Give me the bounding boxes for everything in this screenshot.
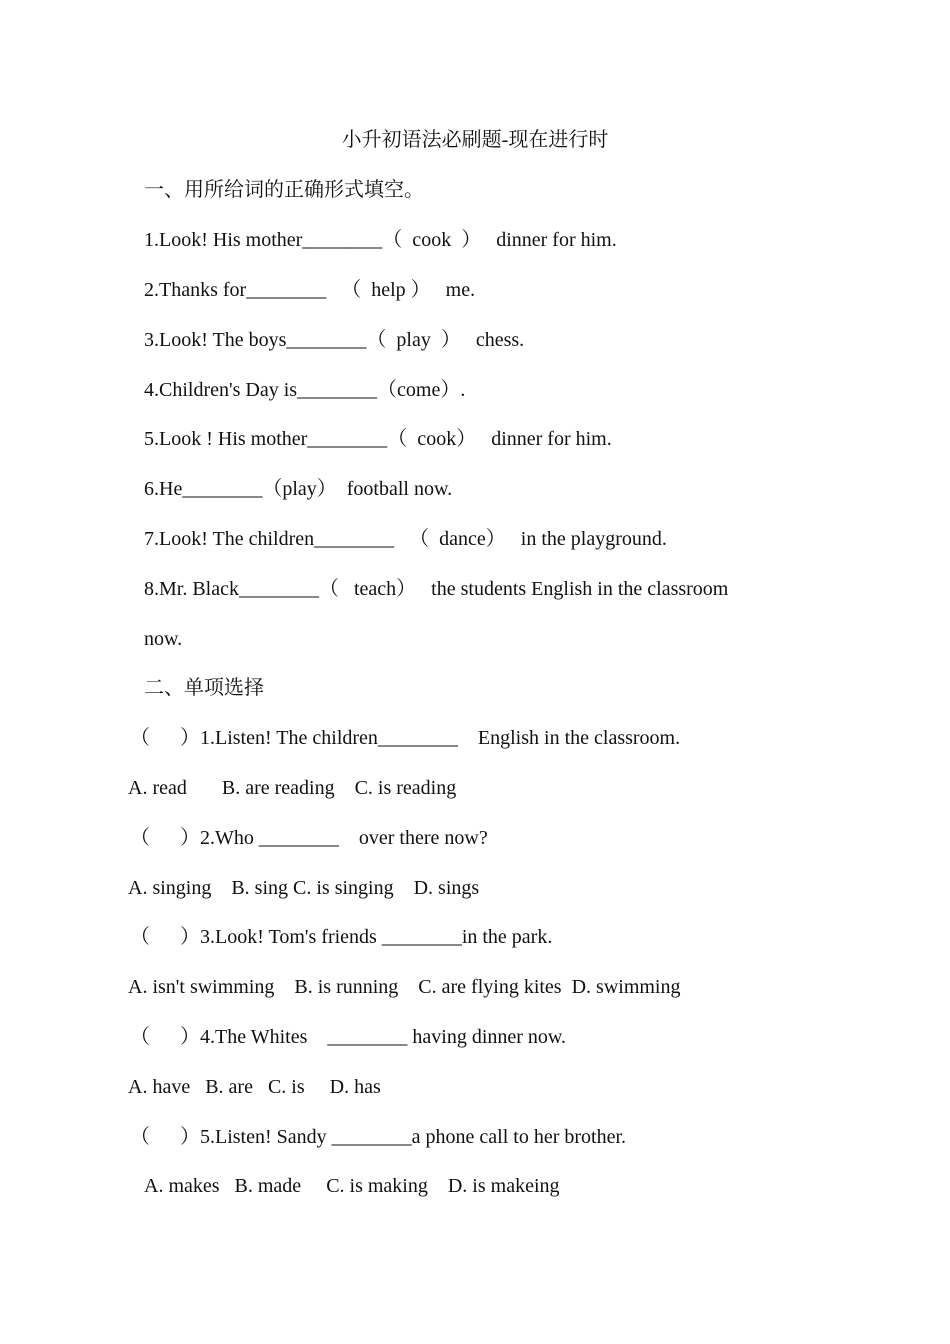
choice-options-3: A. isn't swimming B. is running C. are flying kites D. swimming <box>128 976 681 998</box>
choice-question-5: （ ）5.Listen! Sandy ________a phone call to her brother. <box>130 1126 627 1148</box>
choice-question-1: （ ）1.Listen! The children________ English in the classroom. <box>130 727 681 749</box>
fill-blank-item-8: 8.Mr. Black________（ teach） the students English in the classroom <box>144 578 729 600</box>
section1-heading: 一、用所给词的正确形式填空。 <box>144 179 424 201</box>
section2-heading: 二、单项选择 <box>144 677 264 699</box>
fill-blank-item-6: 6.He________（play） football now. <box>144 478 453 500</box>
choice-options-4: A. have B. are C. is D. has <box>128 1076 381 1098</box>
choice-options-1: A. read B. are reading C. is reading <box>128 777 457 799</box>
fill-blank-item-1: 1.Look! His mother________（ cook ） dinner for him. <box>144 229 617 251</box>
fill-blank-item-3: 3.Look! The boys________（ play ） chess. <box>144 329 525 351</box>
choice-options-5: A. makes B. made C. is making D. is makeing <box>144 1175 560 1197</box>
fill-blank-item-8-continued: now. <box>144 628 183 650</box>
fill-blank-item-2: 2.Thanks for________ （ help ） me. <box>144 279 476 301</box>
fill-blank-item-5: 5.Look ! His mother________（ cook） dinner for him. <box>144 428 612 450</box>
choice-options-2: A. singing B. sing C. is singing D. sings <box>128 877 480 899</box>
choice-question-3: （ ）3.Look! Tom's friends ________in the park. <box>130 926 553 948</box>
fill-blank-item-7: 7.Look! The children________ （ dance） in the playground. <box>144 528 667 550</box>
fill-blank-item-4: 4.Children's Day is________（come）. <box>144 379 466 401</box>
page-title: 小升初语法必刷题-现在进行时 <box>341 129 609 151</box>
choice-question-2: （ ）2.Who ________ over there now? <box>130 827 488 849</box>
choice-question-4: （ ）4.The Whites ________ having dinner now. <box>130 1026 567 1048</box>
